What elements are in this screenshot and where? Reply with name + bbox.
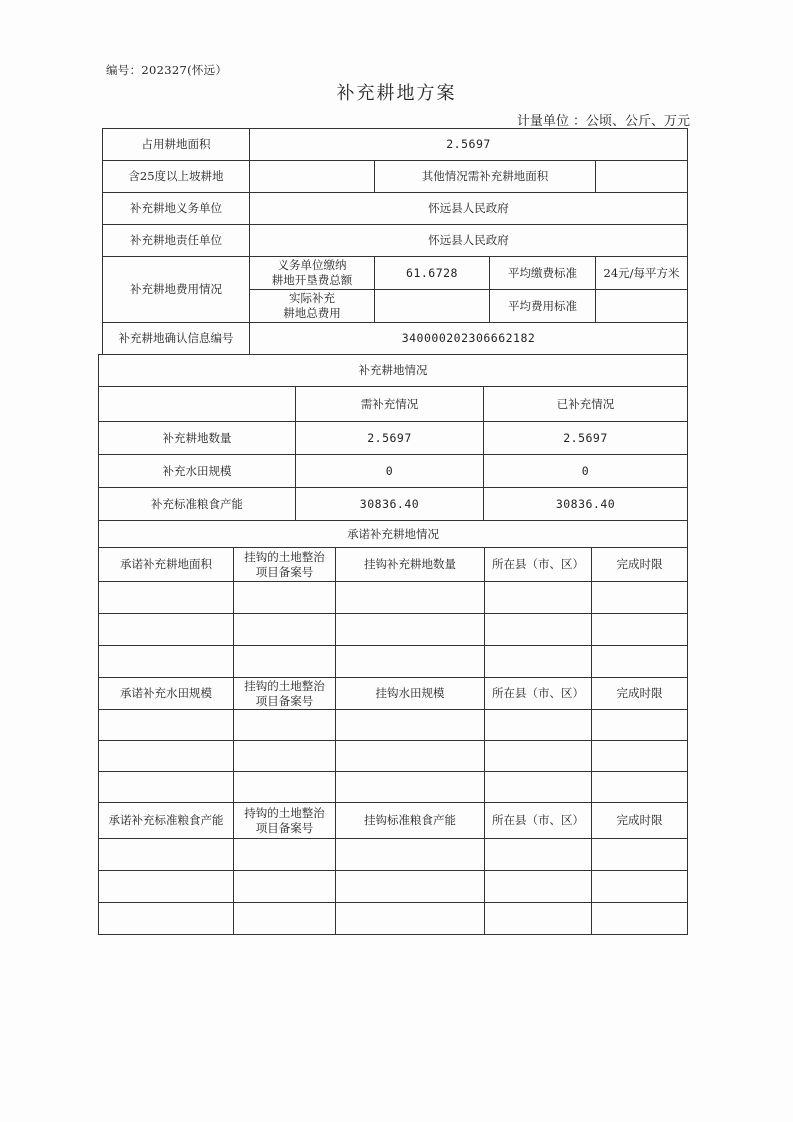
county-header: 所在县（市、区） [485,678,592,710]
table-row [99,772,688,803]
confirm-number-value: 340000202306662182 [250,323,688,355]
county-header: 所在县（市、区） [485,803,592,839]
table-row [99,741,688,772]
commitment-header-row [99,678,688,710]
commitment-header-row [99,548,688,582]
done-value: 30836.40 [484,488,688,521]
actual-cost-value [375,290,490,323]
occupied-area-value: 2.5697 [250,129,688,161]
county-header: 所在县（市、区） [485,548,592,582]
confirm-number-label: 补充耕地确认信息编号 [103,323,250,355]
paid-total-value: 61.6728 [375,257,490,290]
table-row [99,710,688,741]
linked-quantity-header: 挂钩补充耕地数量 [336,548,485,582]
duty-unit-value: 怀远县人民政府 [250,193,688,225]
paid-total-label: 义务单位缴纳 耕地开垦费总额 [250,257,375,290]
need-value: 2.5697 [296,422,484,455]
actual-cost-label: 实际补充 耕地总费用 [250,290,375,323]
commitment-header-row [99,803,688,839]
document-title: 补充耕地方案 [336,83,457,104]
done-column-header: 已补充情况 [484,387,688,422]
need-column-header: 需补充情况 [296,387,484,422]
basic-info-table [102,128,688,355]
table-row [99,614,688,646]
deadline-header: 完成时限 [592,548,688,582]
row-label: 补充水田规模 [99,455,296,488]
project-number-header: 挂钩的土地整治 项目备案号 [234,678,336,710]
supplement-status-table [98,354,688,548]
table-row [99,422,688,455]
committed-area-header: 承诺补充耕地面积 [99,548,234,582]
table-row [99,488,688,521]
other-area-value [596,161,688,193]
commitment-table [98,547,688,935]
linked-paddy-header: 挂钩水田规模 [336,678,485,710]
need-value: 0 [296,455,484,488]
responsible-unit-value: 怀远县人民政府 [250,225,688,257]
linked-grain-header: 挂钩标准粮食产能 [336,803,485,839]
table-row [99,646,688,678]
table-row [99,903,688,935]
need-value: 30836.40 [296,488,484,521]
slope-land-label: 含25度以上坡耕地 [103,161,250,193]
avg-pay-value: 24元/每平方米 [596,257,688,290]
project-number-header: 持钩的土地整治 项目备案号 [234,803,336,839]
project-number-header: 挂钩的土地整治 项目备案号 [234,548,336,582]
slope-land-value [250,161,375,193]
avg-cost-label: 平均费用标准 [490,290,596,323]
done-value: 2.5697 [484,422,688,455]
avg-cost-value [596,290,688,323]
document-number: 编号：202327(怀远） [106,63,228,77]
cost-situation-label: 补充耕地费用情况 [103,257,250,323]
empty-header-cell [99,387,296,422]
table-row [99,839,688,871]
done-value: 0 [484,455,688,488]
supplement-status-heading: 补充耕地情况 [99,355,688,387]
commitment-heading: 承诺补充耕地情况 [99,521,688,548]
table-row [99,582,688,614]
responsible-unit-label: 补充耕地责任单位 [103,225,250,257]
row-label: 补充标准粮食产能 [99,488,296,521]
deadline-header: 完成时限 [592,678,688,710]
deadline-header: 完成时限 [592,803,688,839]
table-row [99,455,688,488]
duty-unit-label: 补充耕地义务单位 [103,193,250,225]
unit-line: 计量单位 ：公顷、公斤、万元 [516,114,690,129]
committed-grain-header: 承诺补充标准粮食产能 [99,803,234,839]
table-row [99,871,688,903]
other-area-label: 其他情况需补充耕地面积 [375,161,596,193]
committed-paddy-header: 承诺补充水田规模 [99,678,234,710]
occupied-area-label: 占用耕地面积 [103,129,250,161]
avg-pay-label: 平均缴费标准 [490,257,596,290]
row-label: 补充耕地数量 [99,422,296,455]
